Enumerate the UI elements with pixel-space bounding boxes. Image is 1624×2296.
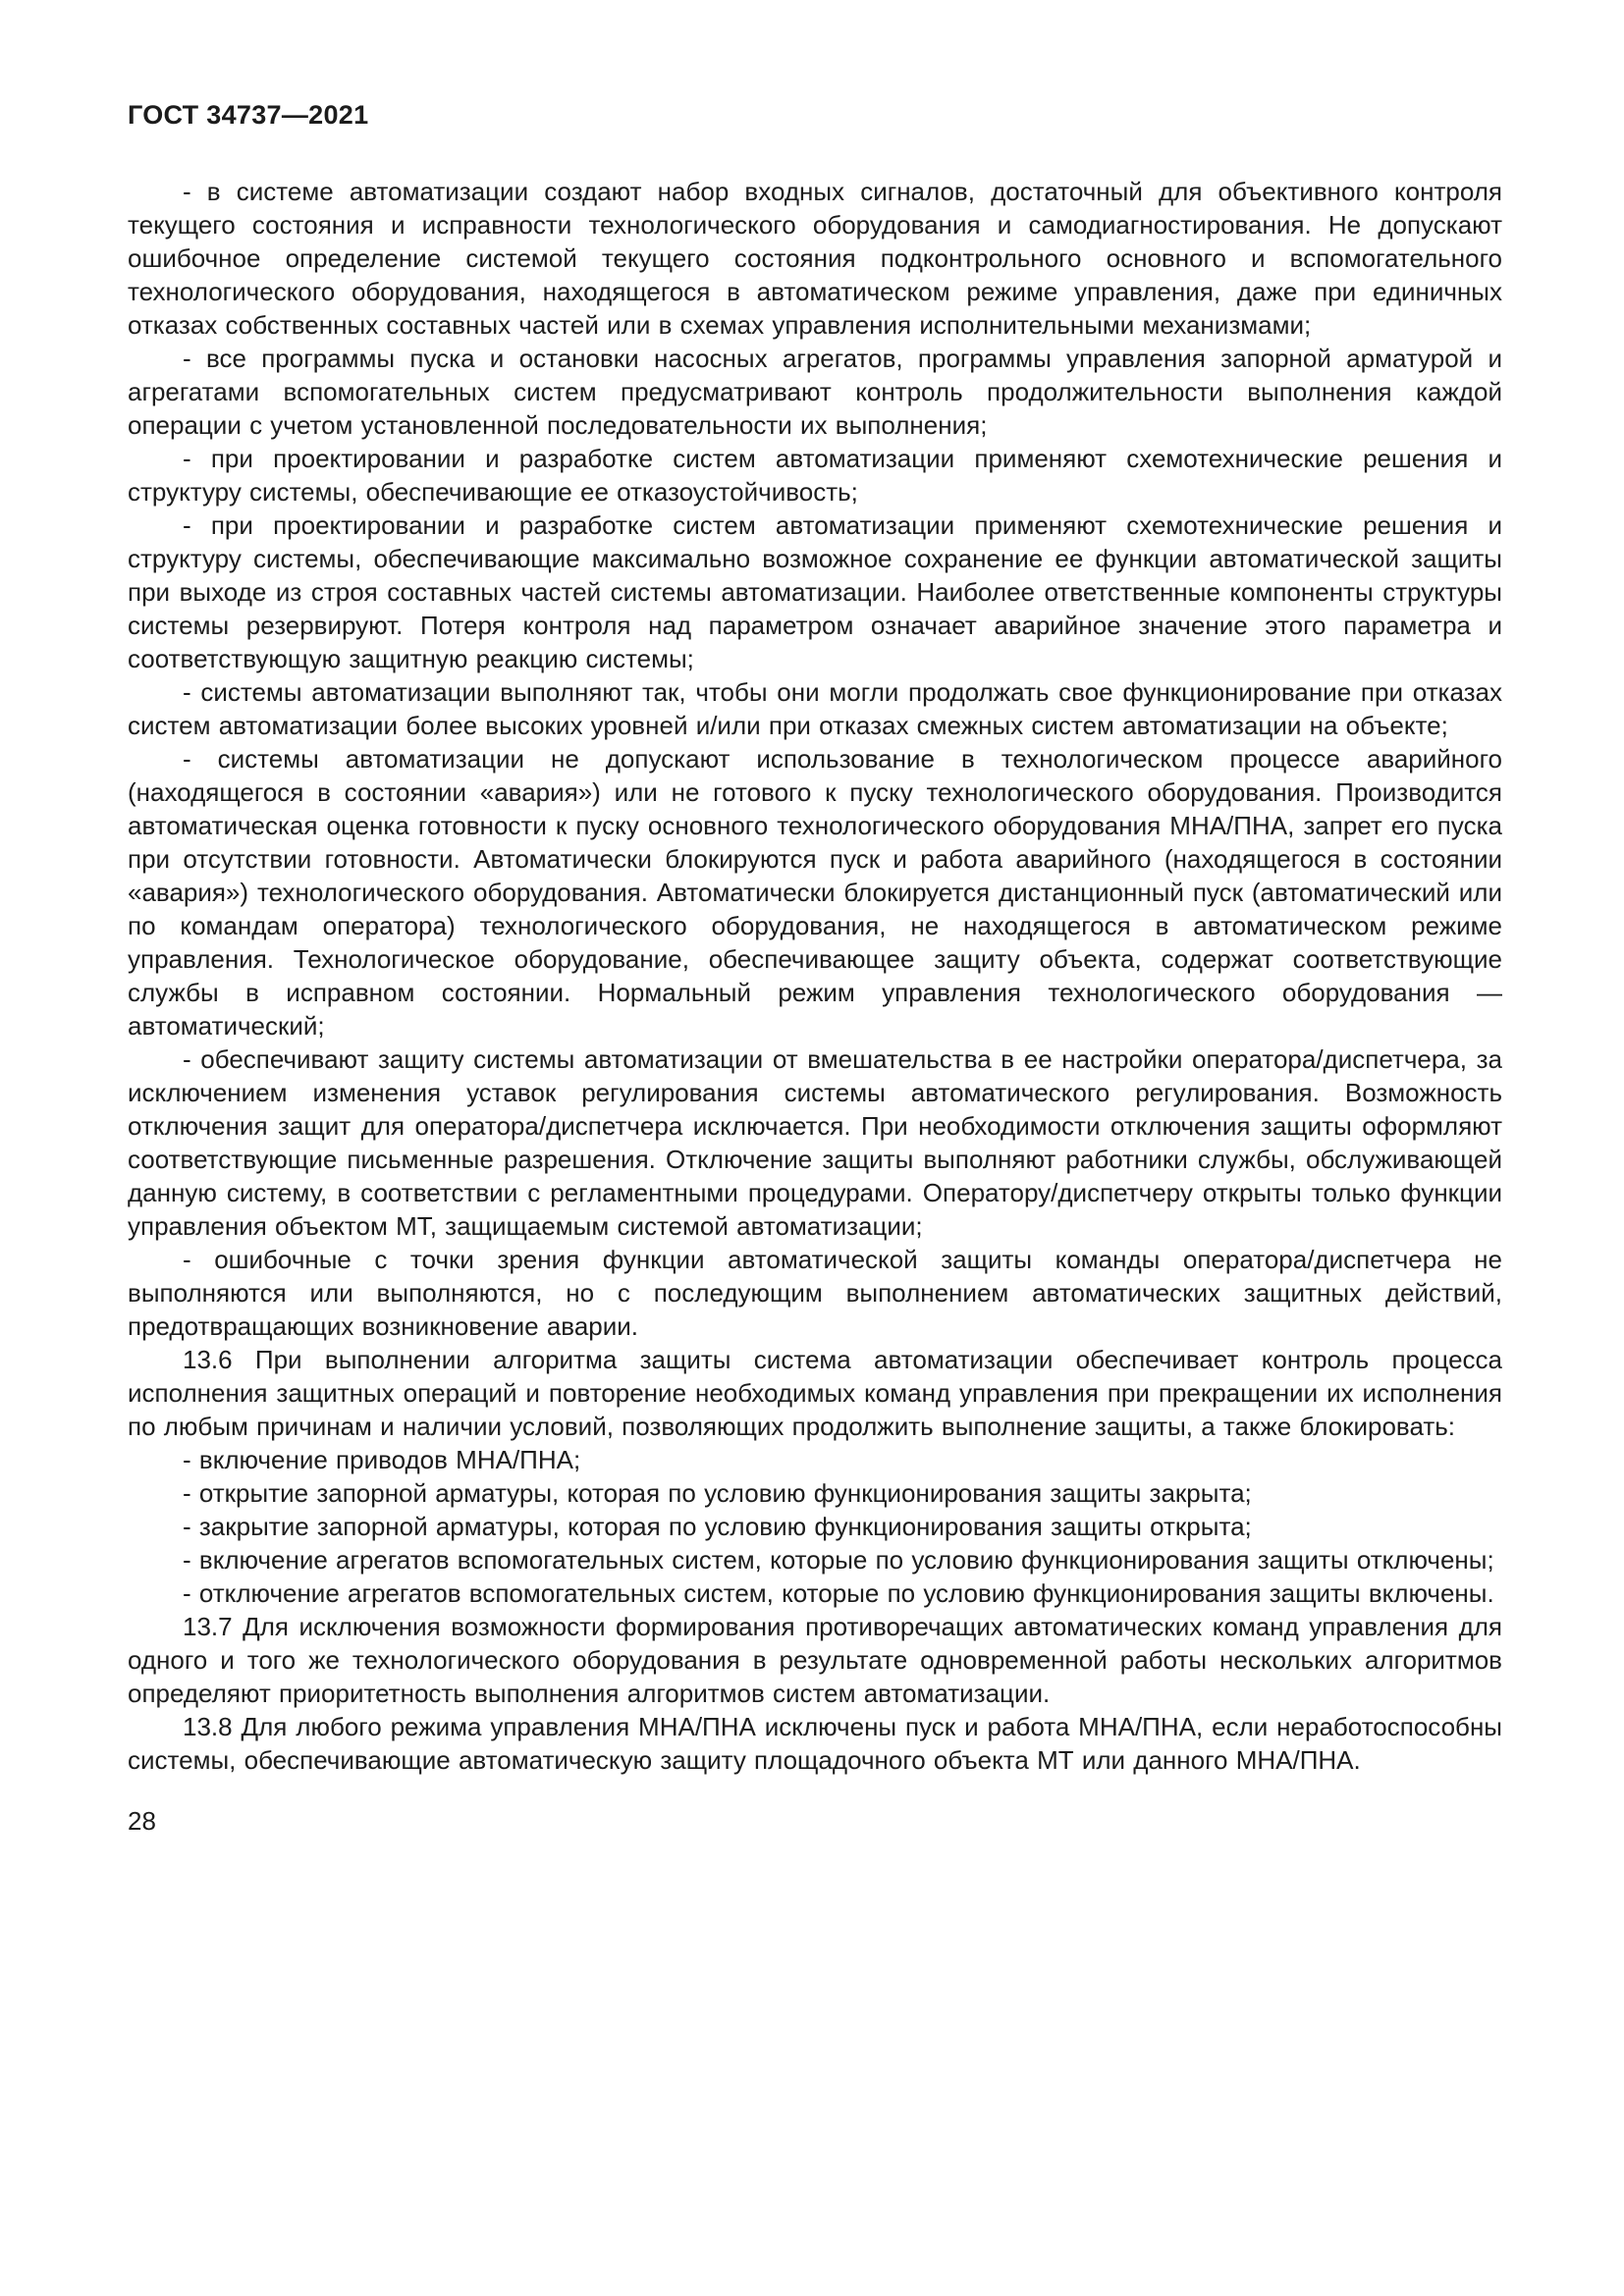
list-item: - открытие запорной арматуры, которая по условию функционирования защиты закрыта; — [183, 1478, 1252, 1508]
paragraph: - при проектировании и разработке систем автоматизации применяют схемотехнические решения и структуру системы, обеспечивающие максимально возможное сохранение ее функции автоматической защиты при выходе из строя составных частей системы автоматизации. Наиболее ответственные компоненты структуры системы резервируют. Потеря контроля над параметром означает аварийное значение этого параметра и соответствующую защитную реакцию системы; — [128, 510, 1502, 673]
paragraph: - ошибочные с точки зрения функции автоматической защиты команды оператора/диспетчера не выполняются или выполняются, но с последующим выполнением автоматических защитных действий, предотвращающих возникновение аварии. — [128, 1245, 1502, 1341]
paragraph: 13.6 При выполнении алгоритма защиты система автоматизации обеспечивает контроль процесса исполнения защитных операций и повторение необходимых команд управления при прекращении их исполнения по любым причинам и наличии условий, позволяющих продолжить выполнение защиты, а также блокировать: — [128, 1345, 1502, 1441]
list-item: - включение агрегатов вспомогательных систем, которые по условию функционирования защиты отключены; — [183, 1545, 1494, 1575]
paragraph: - системы автоматизации не допускают использование в технологическом процессе аварийного (находящегося в состоянии «авария») или не готового к пуску технологического оборудования. Производится автоматическая оценка готовности к пуску основного технологического оборудования МНА/ПНА, запрет его пуска при отсутствии готовности. Автоматически блокируются пуск и работа аварийного (находящегося в состоянии «авария») технологического оборудования. Автоматически блокируется дистанционный пуск (автоматический или по командам оператора) технологического оборудования, не находящегося в автоматическом режиме управления. Технологическое оборудование, обеспечивающее защиту объекта, содержат соответствующие службы в исправном состоянии. Нормальный режим управления технологического оборудования — автоматический; — [128, 744, 1502, 1041]
paragraph: - при проектировании и разработке систем автоматизации применяют схемотехнические решения и структуру системы, обеспечивающие ее отказоустойчивость; — [128, 444, 1502, 507]
list-item: - отключение агрегатов вспомогательных систем, которые по условию функционирования защиты включены. — [183, 1578, 1494, 1608]
page-number: 28 — [128, 1806, 156, 1836]
paragraph: 13.8 Для любого режима управления МНА/ПНА исключены пуск и работа МНА/ПНА, если неработоспособны системы, обеспечивающие автоматическую защиту площадочного объекта МТ или данного МНА/ПНА. — [128, 1712, 1502, 1775]
document-header: ГОСТ 34737—2021 — [128, 100, 369, 130]
paragraph: - все программы пуска и остановки насосных агрегатов, программы управления запорной арматурой и агрегатами вспомогательных систем предусматривают контроль продолжительности выполнения каждой операции с учетом установленной последовательности их выполнения; — [128, 344, 1502, 440]
paragraph: - в системе автоматизации создают набор входных сигналов, достаточный для объективного контроля текущего состояния и исправности технологического оборудования и самодиагностирования. Не допускают ошибочное определение системой текущего состояния подконтрольного основного и вспомогательного технологического оборудования, находящегося в автоматическом режиме управления, даже при единичных отказах собственных составных частей или в схемах управления исполнительными механизмами; — [128, 177, 1502, 340]
paragraph: 13.7 Для исключения возможности формирования противоречащих автоматических команд управления для одного и того же технологического оборудования в результате одновременной работы нескольких алгоритмов определяют приоритетность выполнения алгоритмов систем автоматизации. — [128, 1612, 1502, 1708]
paragraph: - обеспечивают защиту системы автоматизации от вмешательства в ее настройки оператора/диспетчера, за исключением изменения уставок регулирования системы автоматического регулирования. Возможность отключения защит для оператора/диспетчера исключается. При необходимости отключения защиты оформляют соответствующие письменные разрешения. Отключение защиты выполняют работники службы, обслуживающей данную систему, в соответствии с регламентными процедурами. Оператору/диспетчеру открыты только функции управления объектом МТ, защищаемым системой автоматизации; — [128, 1044, 1502, 1241]
paragraph: - системы автоматизации выполняют так, чтобы они могли продолжать свое функционирование при отказах систем автоматизации более высоких уровней и/или при отказах смежных систем автоматизации на объекте; — [128, 677, 1502, 740]
list-item: - закрытие запорной арматуры, которая по условию функционирования защиты открыта; — [183, 1512, 1252, 1541]
list-item: - включение приводов МНА/ПНА; — [183, 1445, 581, 1474]
document-body — [128, 175, 1502, 1777]
